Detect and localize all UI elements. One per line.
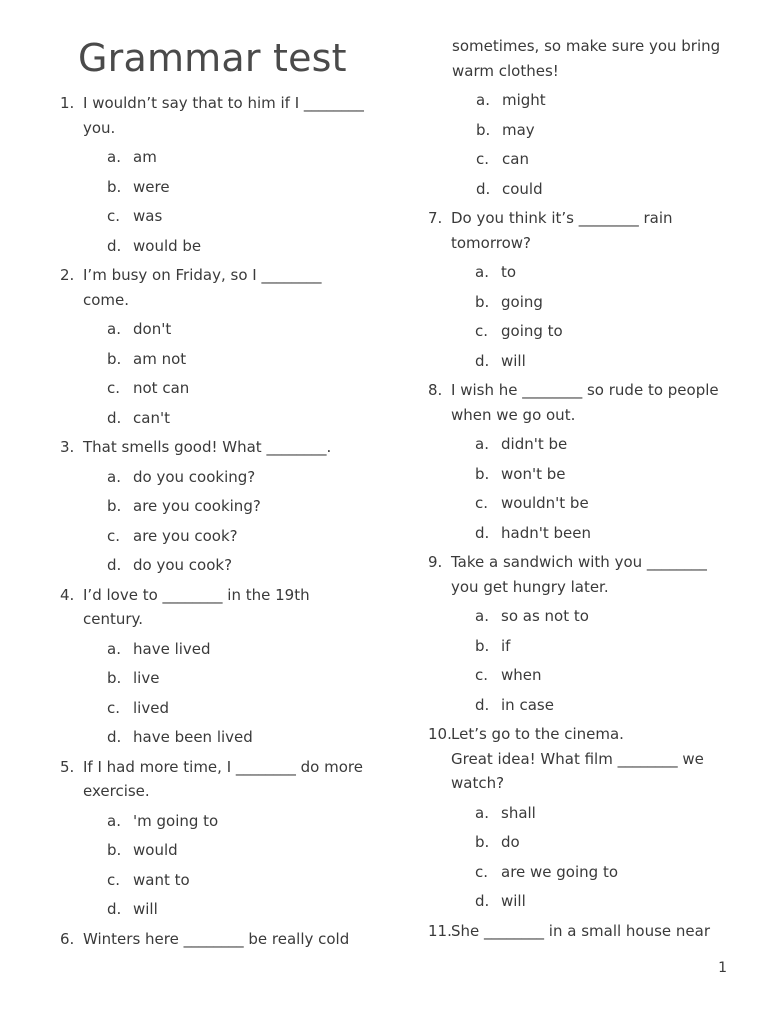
question-text: Do you think it’s ________ rain tomorrow? [451, 209, 673, 252]
question-9 [428, 550, 728, 717]
option-letter: a. [107, 148, 121, 166]
option-text: am [133, 148, 157, 166]
option-letter: d. [107, 556, 122, 574]
question-text: That smells good! What ________. [83, 438, 332, 456]
option-d [452, 177, 728, 202]
option-letter: b. [475, 636, 490, 655]
option-text: don't [133, 320, 172, 338]
question-text: I’d love to ________ in the 19th century. [83, 585, 310, 628]
option-text: shall [501, 803, 536, 822]
option-text: want to [133, 870, 190, 889]
question-10 [428, 722, 728, 914]
question-number: 10. [428, 725, 452, 743]
question-number: 6. [60, 929, 75, 948]
options-list [83, 145, 370, 258]
question-6-continued [428, 34, 728, 201]
option-c [451, 319, 728, 344]
option-letter: b. [107, 841, 122, 859]
option-letter: b. [475, 292, 490, 311]
options-list [451, 801, 728, 914]
question-text: Let’s go to the cinema. [451, 725, 624, 743]
option-text: have been lived [133, 728, 253, 746]
question-number: 9. [428, 553, 443, 571]
question-text: I wouldn’t say that to him if I ________ you. [83, 94, 364, 137]
option-letter: d. [107, 728, 122, 746]
question-1 [60, 91, 370, 258]
option-text: when [501, 666, 542, 684]
option-letter: b. [107, 497, 122, 515]
option-text: am not [133, 349, 187, 368]
option-text: are you cooking? [133, 497, 261, 515]
question-text: Winters here ________ be really cold [83, 929, 350, 948]
right-column [428, 34, 728, 948]
question-text: I wish he ________ so rude to people when we go out. [451, 381, 719, 424]
question-text-continued: sometimes, so make sure you bring warm clothes! [452, 37, 721, 80]
options-list [83, 465, 370, 578]
option-text: in case [501, 695, 554, 714]
option-text: going [501, 292, 543, 311]
option-c [83, 204, 370, 229]
option-text: 'm going to [133, 811, 219, 830]
options-list [452, 88, 728, 201]
option-c [451, 860, 728, 885]
option-a [83, 465, 370, 490]
question-7 [428, 206, 728, 373]
option-b [83, 347, 370, 372]
option-letter: a. [475, 607, 489, 625]
option-text: will [133, 900, 158, 918]
option-text: can't [133, 408, 170, 427]
question-6 [60, 927, 370, 952]
left-column [60, 91, 370, 956]
question-2 [60, 263, 370, 430]
question-text: Take a sandwich with you ________ you get hungry later. [451, 553, 707, 596]
option-b [451, 634, 728, 659]
option-text: are you cook? [133, 526, 238, 545]
option-text: live [133, 669, 160, 687]
option-d [451, 889, 728, 914]
option-c [83, 696, 370, 721]
option-d [83, 725, 370, 750]
option-letter: a. [107, 639, 121, 658]
option-text: if [501, 636, 511, 655]
option-text: could [502, 179, 543, 198]
option-b [451, 830, 728, 855]
question-number: 7. [428, 209, 443, 227]
option-text: wouldn't be [501, 494, 589, 512]
option-letter: d. [107, 900, 122, 918]
option-c [452, 147, 728, 172]
option-letter: b. [107, 669, 122, 687]
option-letter: d. [475, 523, 490, 542]
option-b [451, 462, 728, 487]
option-text: may [502, 120, 535, 139]
question-5 [60, 755, 370, 922]
option-text: to [501, 263, 517, 281]
option-a [451, 604, 728, 629]
option-text: can [502, 150, 529, 168]
options-list [451, 604, 728, 717]
option-letter: d. [475, 351, 490, 370]
option-text: would [133, 841, 178, 859]
option-letter: d. [475, 892, 490, 910]
question-text: I’m busy on Friday, so I ________ come. [83, 266, 322, 309]
question-number: 8. [428, 381, 443, 399]
question-number: 5. [60, 757, 75, 776]
option-letter: b. [475, 464, 490, 483]
option-letter: c. [107, 207, 121, 225]
page-number: 1 [718, 960, 727, 976]
option-text: do [501, 833, 520, 851]
question-4 [60, 583, 370, 750]
question-number: 3. [60, 438, 75, 456]
question-11 [428, 919, 728, 944]
option-a [451, 801, 728, 826]
question-text: She ________ in a small house near [451, 921, 711, 940]
option-letter: c. [107, 526, 121, 545]
option-letter: a. [475, 803, 489, 822]
option-text: lived [133, 698, 169, 717]
options-list [451, 432, 728, 545]
option-a [83, 317, 370, 342]
option-letter: c. [475, 322, 489, 340]
option-c [83, 868, 370, 893]
option-letter: b. [107, 349, 122, 368]
option-letter: a. [475, 435, 489, 453]
option-c [451, 663, 728, 688]
option-d [451, 693, 728, 718]
option-text: are we going to [501, 862, 619, 881]
option-text: do you cook? [133, 556, 233, 574]
option-letter: b. [476, 120, 491, 139]
option-d [451, 349, 728, 374]
question-text: If I had more time, I ________ do more exercise. [83, 757, 363, 800]
option-text: might [502, 91, 546, 109]
page-title: Grammar test [78, 36, 347, 80]
option-c [451, 491, 728, 516]
option-letter: c. [475, 666, 489, 684]
options-list [83, 637, 370, 750]
option-letter: a. [107, 811, 121, 830]
question-number: 11. [428, 921, 452, 940]
option-a [451, 432, 728, 457]
option-letter: c. [107, 379, 121, 397]
option-d [451, 521, 728, 546]
option-b [83, 838, 370, 863]
option-d [83, 406, 370, 431]
option-text: so as not to [501, 607, 589, 625]
option-letter: c. [475, 862, 489, 881]
question-text-second-line: Great idea! What film ________ we watch? [451, 749, 704, 792]
option-text: have lived [133, 639, 211, 658]
option-text: were [133, 177, 170, 196]
option-text: do you cooking? [133, 467, 256, 486]
option-a [452, 88, 728, 113]
option-letter: d. [107, 408, 122, 427]
options-list [83, 317, 370, 430]
option-a [83, 637, 370, 662]
option-text: won't be [501, 464, 566, 483]
option-letter: a. [476, 91, 490, 109]
option-d [83, 234, 370, 259]
option-a [83, 145, 370, 170]
option-text: not can [133, 379, 190, 397]
option-c [83, 376, 370, 401]
question-8 [428, 378, 728, 545]
option-text: will [501, 351, 526, 370]
option-letter: d. [476, 179, 491, 198]
option-text: didn't be [501, 435, 568, 453]
option-text: was [133, 207, 163, 225]
option-letter: d. [107, 236, 122, 255]
option-text: going to [501, 322, 563, 340]
option-b [451, 290, 728, 315]
option-a [451, 260, 728, 285]
option-a [83, 809, 370, 834]
option-b [83, 494, 370, 519]
options-list [451, 260, 728, 373]
option-letter: d. [475, 695, 490, 714]
option-letter: b. [107, 177, 122, 196]
question-3 [60, 435, 370, 578]
question-number: 2. [60, 266, 75, 284]
option-d [83, 553, 370, 578]
option-b [83, 666, 370, 691]
option-letter: b. [475, 833, 490, 851]
option-c [83, 524, 370, 549]
option-text: will [501, 892, 526, 910]
option-text: hadn't been [501, 523, 591, 542]
question-number: 1. [60, 94, 75, 112]
option-text: would be [133, 236, 202, 255]
option-letter: a. [107, 467, 121, 486]
option-letter: a. [107, 320, 121, 338]
option-letter: c. [476, 150, 490, 168]
option-letter: a. [475, 263, 489, 281]
option-letter: c. [107, 870, 121, 889]
option-b [83, 175, 370, 200]
options-list [83, 809, 370, 922]
question-number: 4. [60, 585, 75, 604]
option-letter: c. [107, 698, 121, 717]
option-b [452, 118, 728, 143]
option-letter: c. [475, 494, 489, 512]
option-d [83, 897, 370, 922]
